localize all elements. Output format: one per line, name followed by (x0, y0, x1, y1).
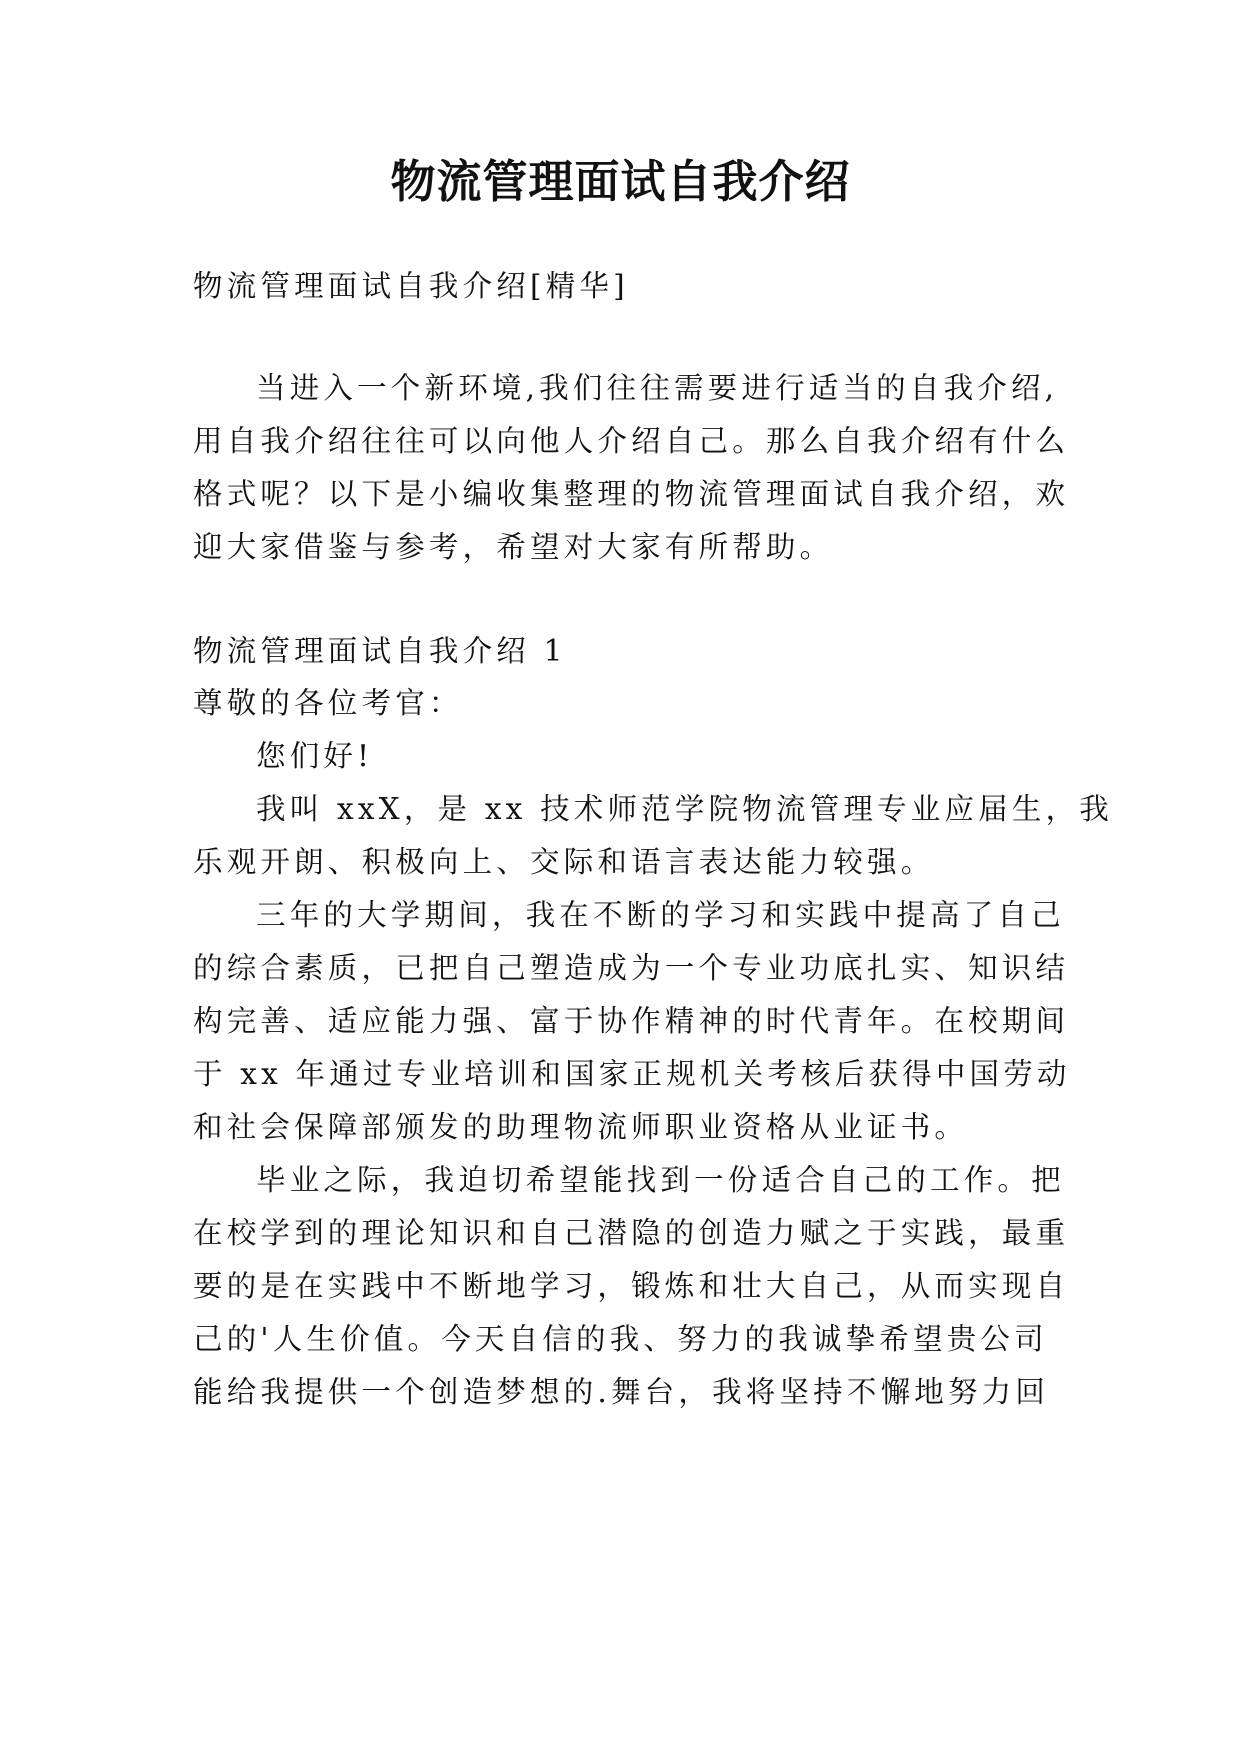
intro-line: 迎大家借鉴与参考，希望对大家有所帮助。 (193, 530, 834, 564)
intro-line: 当进入一个新环境,我们往往需要进行适当的自我介绍, (256, 371, 1059, 405)
body-line: 乐观开朗、积极向上、交际和语言表达能力较强。 (193, 845, 935, 879)
body-line: 我叫 xxX，是 xx 技术师范学院物流管理专业应届生，我 (256, 792, 1113, 826)
body-line: 的综合素质，已把自己塑造成为一个专业功底扎实、知识结 (193, 951, 1070, 985)
section-heading: 物流管理面试自我介绍 1 (193, 634, 567, 668)
body-line: 构完善、适应能力强、富于协作精神的时代青年。在校期间 (193, 1004, 1070, 1038)
intro-line: 格式呢？以下是小编收集整理的物流管理面试自我介绍，欢 (193, 477, 1070, 511)
body-line: 和社会保障部颁发的助理物流师职业资格从业证书。 (193, 1110, 969, 1144)
salutation-line: 尊敬的各位考官： (193, 686, 463, 720)
body-line: 己的'人生价值。今天自信的我、努力的我诚挚希望贵公司 (193, 1322, 1048, 1356)
document-subtitle: 物流管理面试自我介绍[精华] (193, 269, 629, 303)
page-title: 物流管理面试自我介绍 (390, 155, 851, 208)
body-line: 在校学到的理论知识和自己潜隐的创造力赋之于实践，最重 (193, 1216, 1070, 1250)
body-line: 于 xx 年通过专业培训和国家正规机关考核后获得中国劳动 (193, 1057, 1071, 1091)
body-line: 要的是在实践中不断地学习，锻炼和壮大自己，从而实现自 (193, 1269, 1070, 1303)
body-line: 三年的大学期间，我在不断的学习和实践中提高了自己 (256, 898, 1065, 932)
body-line: 毕业之际，我迫切希望能找到一份适合自己的工作。把 (256, 1163, 1065, 1197)
body-line: 能给我提供一个创造梦想的.舞台，我将坚持不懈地努力回 (193, 1375, 1050, 1409)
intro-line: 用自我介绍往往可以向他人介绍自己。那么自我介绍有什么 (193, 424, 1070, 458)
greeting-line: 您们好! (256, 739, 374, 773)
